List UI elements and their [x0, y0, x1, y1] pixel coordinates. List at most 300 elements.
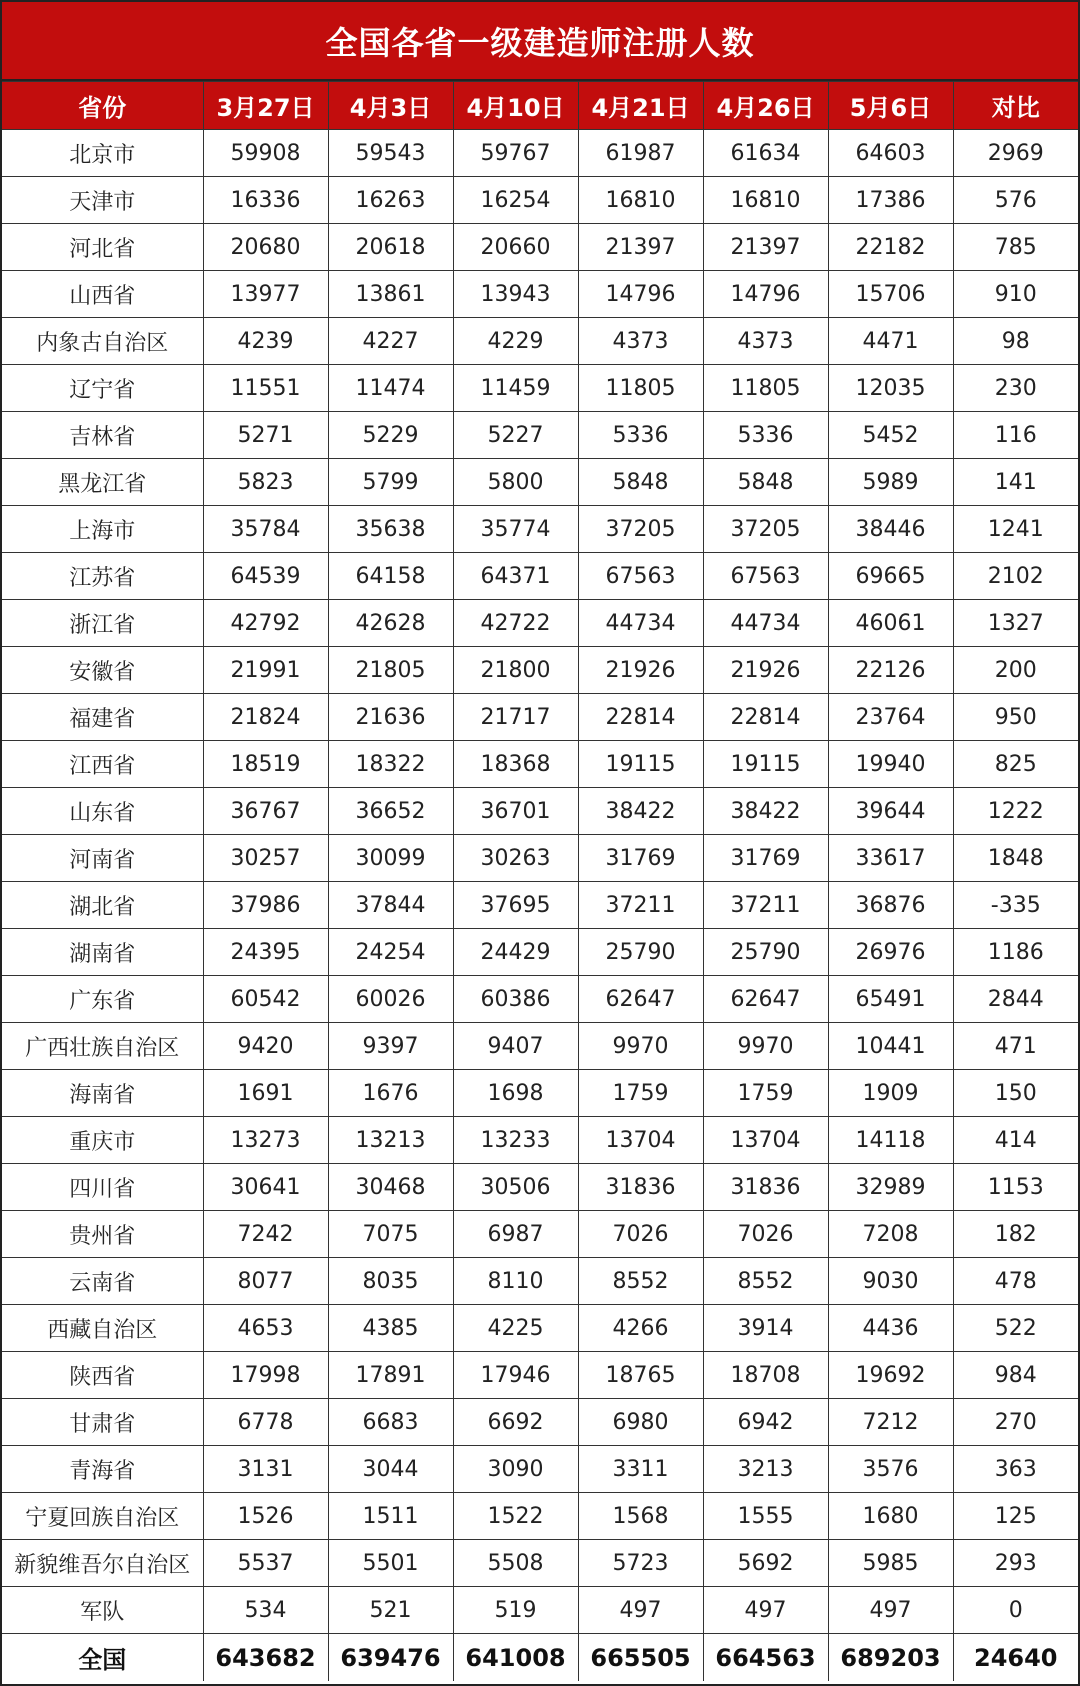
count-cell: 21824: [203, 694, 328, 741]
count-cell: 21805: [328, 647, 453, 694]
table-row: [2, 1305, 1078, 1352]
count-cell: 4653: [203, 1305, 328, 1352]
count-cell: 42722: [453, 600, 578, 647]
count-cell: 30506: [453, 1164, 578, 1211]
count-cell: 950: [953, 694, 1078, 741]
registration-table: [2, 81, 1078, 1681]
count-cell: 61634: [703, 130, 828, 177]
province-cell: 重庆市: [2, 1117, 203, 1164]
table-row: [2, 1070, 1078, 1117]
count-cell: 37211: [703, 882, 828, 929]
count-cell: 5799: [328, 459, 453, 506]
count-cell: 5271: [203, 412, 328, 459]
count-cell: 31836: [703, 1164, 828, 1211]
count-cell: 13213: [328, 1117, 453, 1164]
count-cell: 7026: [578, 1211, 703, 1258]
count-cell: 37844: [328, 882, 453, 929]
province-cell: 江西省: [2, 741, 203, 788]
count-cell: 497: [578, 1587, 703, 1634]
count-cell: 16810: [703, 177, 828, 224]
table-row: [2, 1023, 1078, 1070]
count-cell: 9970: [578, 1023, 703, 1070]
count-cell: 25790: [703, 929, 828, 976]
province-cell: 湖南省: [2, 929, 203, 976]
count-cell: 64603: [828, 130, 953, 177]
count-cell: 363: [953, 1446, 1078, 1493]
count-cell: 21636: [328, 694, 453, 741]
province-cell: 北京市: [2, 130, 203, 177]
count-cell: 125: [953, 1493, 1078, 1540]
count-cell: 1327: [953, 600, 1078, 647]
table-row: [2, 506, 1078, 553]
province-cell: 广西壮族自治区: [2, 1023, 203, 1070]
table-row: [2, 647, 1078, 694]
count-cell: 6692: [453, 1399, 578, 1446]
table-row: [2, 553, 1078, 600]
table-row: [2, 1258, 1078, 1305]
count-cell: 3213: [703, 1446, 828, 1493]
count-cell: 4373: [578, 318, 703, 365]
province-cell: 福建省: [2, 694, 203, 741]
count-cell: 3576: [828, 1446, 953, 1493]
count-cell: 9407: [453, 1023, 578, 1070]
count-cell: 22814: [703, 694, 828, 741]
count-cell: 24395: [203, 929, 328, 976]
table-row: [2, 1446, 1078, 1493]
table-row: [2, 882, 1078, 929]
count-cell: 7208: [828, 1211, 953, 1258]
table-body: [2, 130, 1078, 1634]
count-cell: 15706: [828, 271, 953, 318]
total-cell: 665505: [578, 1634, 703, 1682]
count-cell: 141: [953, 459, 1078, 506]
count-cell: 2969: [953, 130, 1078, 177]
count-cell: 18368: [453, 741, 578, 788]
total-cell: 643682: [203, 1634, 328, 1682]
count-cell: 20660: [453, 224, 578, 271]
table-row: [2, 1352, 1078, 1399]
count-cell: 8077: [203, 1258, 328, 1305]
table-row: [2, 1399, 1078, 1446]
count-cell: 31769: [578, 835, 703, 882]
province-cell: 陕西省: [2, 1352, 203, 1399]
province-cell: 山东省: [2, 788, 203, 835]
count-cell: 14118: [828, 1117, 953, 1164]
count-cell: 6987: [453, 1211, 578, 1258]
count-cell: 67563: [703, 553, 828, 600]
province-cell: 黑龙江省: [2, 459, 203, 506]
count-cell: 4436: [828, 1305, 953, 1352]
count-cell: 17386: [828, 177, 953, 224]
count-cell: 6778: [203, 1399, 328, 1446]
count-cell: 1909: [828, 1070, 953, 1117]
count-cell: 3311: [578, 1446, 703, 1493]
count-cell: 9030: [828, 1258, 953, 1305]
table-row: [2, 694, 1078, 741]
count-cell: 21926: [578, 647, 703, 694]
province-cell: 天津市: [2, 177, 203, 224]
count-cell: 8110: [453, 1258, 578, 1305]
table-row: [2, 177, 1078, 224]
count-cell: 16254: [453, 177, 578, 224]
province-cell: 云南省: [2, 1258, 203, 1305]
total-row: [2, 1634, 1078, 1682]
table-row: [2, 318, 1078, 365]
count-cell: 3044: [328, 1446, 453, 1493]
count-cell: 5336: [703, 412, 828, 459]
count-cell: 11805: [578, 365, 703, 412]
header-row: [2, 82, 1078, 130]
count-cell: 13233: [453, 1117, 578, 1164]
count-cell: 11459: [453, 365, 578, 412]
province-cell: 贵州省: [2, 1211, 203, 1258]
count-cell: 293: [953, 1540, 1078, 1587]
count-cell: 497: [703, 1587, 828, 1634]
province-cell: 河北省: [2, 224, 203, 271]
count-cell: 182: [953, 1211, 1078, 1258]
count-cell: 4225: [453, 1305, 578, 1352]
count-cell: 30468: [328, 1164, 453, 1211]
count-cell: 21717: [453, 694, 578, 741]
count-cell: 1759: [703, 1070, 828, 1117]
count-cell: 11805: [703, 365, 828, 412]
province-cell: 浙江省: [2, 600, 203, 647]
count-cell: 62647: [578, 976, 703, 1023]
count-cell: 98: [953, 318, 1078, 365]
count-cell: 3131: [203, 1446, 328, 1493]
table-row: [2, 1587, 1078, 1634]
total-cell: 664563: [703, 1634, 828, 1682]
count-cell: 33617: [828, 835, 953, 882]
province-cell: 西藏自治区: [2, 1305, 203, 1352]
count-cell: 910: [953, 271, 1078, 318]
count-cell: 4239: [203, 318, 328, 365]
header-apr10: 4月10日: [453, 82, 578, 130]
province-cell: 江苏省: [2, 553, 203, 600]
count-cell: 984: [953, 1352, 1078, 1399]
count-cell: 2102: [953, 553, 1078, 600]
count-cell: 21926: [703, 647, 828, 694]
count-cell: 37695: [453, 882, 578, 929]
count-cell: 8035: [328, 1258, 453, 1305]
count-cell: 31836: [578, 1164, 703, 1211]
count-cell: 62647: [703, 976, 828, 1023]
count-cell: 7075: [328, 1211, 453, 1258]
count-cell: 38446: [828, 506, 953, 553]
province-cell: 海南省: [2, 1070, 203, 1117]
count-cell: 26976: [828, 929, 953, 976]
count-cell: 19692: [828, 1352, 953, 1399]
table-row: [2, 130, 1078, 177]
header-apr21: 4月21日: [578, 82, 703, 130]
count-cell: 19940: [828, 741, 953, 788]
count-cell: 116: [953, 412, 1078, 459]
table-title: 全国各省一级建造师注册人数: [2, 2, 1078, 81]
count-cell: 24254: [328, 929, 453, 976]
province-cell: 上海市: [2, 506, 203, 553]
count-cell: 270: [953, 1399, 1078, 1446]
count-cell: -335: [953, 882, 1078, 929]
header-compare: 对比: [953, 82, 1078, 130]
province-cell: 内象古自治区: [2, 318, 203, 365]
count-cell: 12035: [828, 365, 953, 412]
count-cell: 6942: [703, 1399, 828, 1446]
count-cell: 14796: [578, 271, 703, 318]
count-cell: 16263: [328, 177, 453, 224]
header-may6: 5月6日: [828, 82, 953, 130]
total-cell: 24640: [953, 1634, 1078, 1682]
count-cell: 1676: [328, 1070, 453, 1117]
table-row: [2, 459, 1078, 506]
count-cell: 21397: [578, 224, 703, 271]
count-cell: 22182: [828, 224, 953, 271]
count-cell: 22126: [828, 647, 953, 694]
count-cell: 30641: [203, 1164, 328, 1211]
count-cell: 7212: [828, 1399, 953, 1446]
count-cell: 5452: [828, 412, 953, 459]
count-cell: 5508: [453, 1540, 578, 1587]
count-cell: 31769: [703, 835, 828, 882]
count-cell: 21991: [203, 647, 328, 694]
table-row: [2, 412, 1078, 459]
count-cell: 11551: [203, 365, 328, 412]
count-cell: 13704: [703, 1117, 828, 1164]
table-row: [2, 741, 1078, 788]
count-cell: 5227: [453, 412, 578, 459]
province-cell: 军队: [2, 1587, 203, 1634]
count-cell: 5229: [328, 412, 453, 459]
count-cell: 0: [953, 1587, 1078, 1634]
count-cell: 20680: [203, 224, 328, 271]
count-cell: 17891: [328, 1352, 453, 1399]
count-cell: 65491: [828, 976, 953, 1023]
count-cell: 10441: [828, 1023, 953, 1070]
count-cell: 1186: [953, 929, 1078, 976]
count-cell: 19115: [703, 741, 828, 788]
count-cell: 39644: [828, 788, 953, 835]
count-cell: 64371: [453, 553, 578, 600]
table-row: [2, 1211, 1078, 1258]
province-cell: 新貌维吾尔自治区: [2, 1540, 203, 1587]
count-cell: 69665: [828, 553, 953, 600]
count-cell: 8552: [703, 1258, 828, 1305]
province-cell: 四川省: [2, 1164, 203, 1211]
province-cell: 山西省: [2, 271, 203, 318]
count-cell: 3914: [703, 1305, 828, 1352]
table-row: [2, 224, 1078, 271]
count-cell: 11474: [328, 365, 453, 412]
count-cell: 36767: [203, 788, 328, 835]
table-row: [2, 365, 1078, 412]
table-row: [2, 929, 1078, 976]
count-cell: 7242: [203, 1211, 328, 1258]
count-cell: 13273: [203, 1117, 328, 1164]
count-cell: 37205: [703, 506, 828, 553]
count-cell: 30099: [328, 835, 453, 882]
province-cell: 青海省: [2, 1446, 203, 1493]
count-cell: 5823: [203, 459, 328, 506]
count-cell: 1222: [953, 788, 1078, 835]
count-cell: 18708: [703, 1352, 828, 1399]
count-cell: 4227: [328, 318, 453, 365]
count-cell: 37211: [578, 882, 703, 929]
count-cell: 64158: [328, 553, 453, 600]
count-cell: 519: [453, 1587, 578, 1634]
count-cell: 1698: [453, 1070, 578, 1117]
count-cell: 4471: [828, 318, 953, 365]
count-cell: 25790: [578, 929, 703, 976]
province-cell: 吉林省: [2, 412, 203, 459]
table-row: [2, 976, 1078, 1023]
count-cell: 67563: [578, 553, 703, 600]
count-cell: 35638: [328, 506, 453, 553]
count-cell: 16336: [203, 177, 328, 224]
province-cell: 河南省: [2, 835, 203, 882]
total-cell: 641008: [453, 1634, 578, 1682]
count-cell: 825: [953, 741, 1078, 788]
count-cell: 471: [953, 1023, 1078, 1070]
count-cell: 37986: [203, 882, 328, 929]
count-cell: 35784: [203, 506, 328, 553]
count-cell: 19115: [578, 741, 703, 788]
count-cell: 5501: [328, 1540, 453, 1587]
count-cell: 5723: [578, 1540, 703, 1587]
count-cell: 5537: [203, 1540, 328, 1587]
count-cell: 59543: [328, 130, 453, 177]
count-cell: 9970: [703, 1023, 828, 1070]
count-cell: 1522: [453, 1493, 578, 1540]
count-cell: 5692: [703, 1540, 828, 1587]
count-cell: 534: [203, 1587, 328, 1634]
count-cell: 497: [828, 1587, 953, 1634]
count-cell: 1680: [828, 1493, 953, 1540]
count-cell: 35774: [453, 506, 578, 553]
count-cell: 18765: [578, 1352, 703, 1399]
count-cell: 18322: [328, 741, 453, 788]
count-cell: 61987: [578, 130, 703, 177]
count-cell: 9420: [203, 1023, 328, 1070]
count-cell: 20618: [328, 224, 453, 271]
count-cell: 22814: [578, 694, 703, 741]
count-cell: 13977: [203, 271, 328, 318]
header-apr3: 4月3日: [328, 82, 453, 130]
count-cell: 478: [953, 1258, 1078, 1305]
count-cell: 576: [953, 177, 1078, 224]
count-cell: 60386: [453, 976, 578, 1023]
count-cell: 2844: [953, 976, 1078, 1023]
province-cell: 辽宁省: [2, 365, 203, 412]
count-cell: 4373: [703, 318, 828, 365]
count-cell: 1568: [578, 1493, 703, 1540]
count-cell: 1153: [953, 1164, 1078, 1211]
count-cell: 1511: [328, 1493, 453, 1540]
count-cell: 44734: [578, 600, 703, 647]
count-cell: 1526: [203, 1493, 328, 1540]
count-cell: 24429: [453, 929, 578, 976]
count-cell: 1241: [953, 506, 1078, 553]
count-cell: 46061: [828, 600, 953, 647]
count-cell: 414: [953, 1117, 1078, 1164]
count-cell: 14796: [703, 271, 828, 318]
count-cell: 5989: [828, 459, 953, 506]
count-cell: 59767: [453, 130, 578, 177]
count-cell: 36652: [328, 788, 453, 835]
count-cell: 3090: [453, 1446, 578, 1493]
table-row: [2, 788, 1078, 835]
count-cell: 1555: [703, 1493, 828, 1540]
header-province: 省份: [2, 82, 203, 130]
count-cell: 38422: [703, 788, 828, 835]
table-row: [2, 600, 1078, 647]
table-row: [2, 1117, 1078, 1164]
count-cell: 521: [328, 1587, 453, 1634]
count-cell: 13943: [453, 271, 578, 318]
count-cell: 44734: [703, 600, 828, 647]
count-cell: 21800: [453, 647, 578, 694]
count-cell: 64539: [203, 553, 328, 600]
count-cell: 4385: [328, 1305, 453, 1352]
count-cell: 5985: [828, 1540, 953, 1587]
count-cell: 1848: [953, 835, 1078, 882]
count-cell: 5848: [578, 459, 703, 506]
count-cell: 60026: [328, 976, 453, 1023]
province-cell: 广东省: [2, 976, 203, 1023]
total-cell: 639476: [328, 1634, 453, 1682]
count-cell: 4266: [578, 1305, 703, 1352]
count-cell: 59908: [203, 130, 328, 177]
count-cell: 785: [953, 224, 1078, 271]
table-row: [2, 271, 1078, 318]
province-cell: 宁夏回族自治区: [2, 1493, 203, 1540]
count-cell: 16810: [578, 177, 703, 224]
count-cell: 23764: [828, 694, 953, 741]
count-cell: 36701: [453, 788, 578, 835]
count-cell: 17998: [203, 1352, 328, 1399]
count-cell: 200: [953, 647, 1078, 694]
count-cell: 8552: [578, 1258, 703, 1305]
count-cell: 522: [953, 1305, 1078, 1352]
table-row: [2, 1493, 1078, 1540]
count-cell: 32989: [828, 1164, 953, 1211]
header-apr26: 4月26日: [703, 82, 828, 130]
count-cell: 5336: [578, 412, 703, 459]
count-cell: 21397: [703, 224, 828, 271]
table-row: [2, 1540, 1078, 1587]
table-row: [2, 1164, 1078, 1211]
table-row: [2, 835, 1078, 882]
count-cell: 150: [953, 1070, 1078, 1117]
count-cell: 13861: [328, 271, 453, 318]
count-cell: 37205: [578, 506, 703, 553]
header-mar27: 3月27日: [203, 82, 328, 130]
count-cell: 6683: [328, 1399, 453, 1446]
province-cell: 安徽省: [2, 647, 203, 694]
count-cell: 13704: [578, 1117, 703, 1164]
count-cell: 36876: [828, 882, 953, 929]
count-cell: 5800: [453, 459, 578, 506]
count-cell: 1691: [203, 1070, 328, 1117]
count-cell: 30257: [203, 835, 328, 882]
count-cell: 30263: [453, 835, 578, 882]
count-cell: 60542: [203, 976, 328, 1023]
count-cell: 230: [953, 365, 1078, 412]
count-cell: 6980: [578, 1399, 703, 1446]
count-cell: 1759: [578, 1070, 703, 1117]
count-cell: 42792: [203, 600, 328, 647]
total-cell: 689203: [828, 1634, 953, 1682]
count-cell: 7026: [703, 1211, 828, 1258]
count-cell: 9397: [328, 1023, 453, 1070]
